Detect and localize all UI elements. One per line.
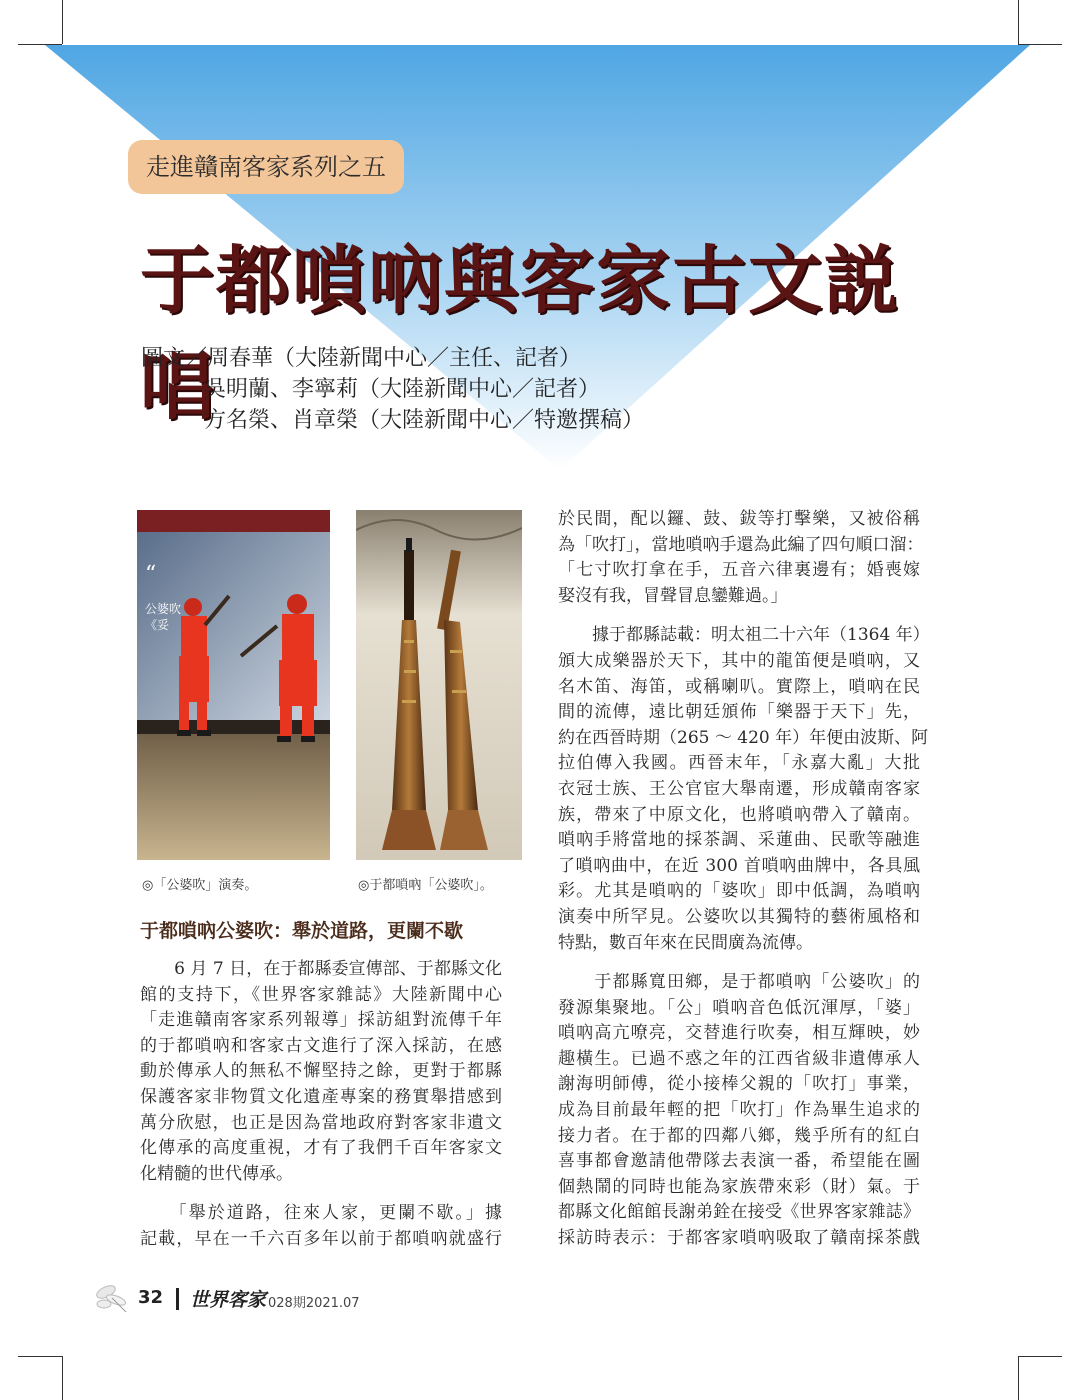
photo-suona-instruments (356, 510, 522, 860)
text-line: 動於傳承人的無私不懈堅持之餘，更對于都縣 (140, 1061, 502, 1082)
text-line: 娶沒有我，冒聲冒息鑾難過。」 (558, 585, 788, 606)
page-number: 32 (138, 1287, 164, 1308)
article-paragraph (140, 1201, 502, 1252)
screen-text: 《妥 (145, 618, 170, 632)
text-line: 萬分欣慰，也正是因為當地政府對客家非遺文 (140, 1112, 502, 1133)
text-line: 接力者。在于都的四鄰八鄉，幾乎所有的紅白 (558, 1125, 920, 1146)
issue-number: 028期2021.07 (268, 1296, 360, 1311)
text-line: 嗩吶高亢嘹亮，交替進行吹奏，相互輝映，妙 (558, 1023, 920, 1044)
text-line: 演奏中所罕見。公婆吹以其獨特的藝術風格和 (558, 906, 920, 927)
flower-logo-icon (92, 1280, 132, 1314)
article-column-left (140, 957, 502, 1253)
text-line: 「舉於道路，往來人家，更闌不歇。」據 (140, 1203, 502, 1224)
text-line: 發源集聚地。「公」嗩吶音色低沉渾厚，「婆」 (558, 997, 920, 1018)
photo-caption: ◎于都嗩吶「公婆吹」。 (358, 878, 493, 893)
text-line: 約在西晉時期（265 ～ 420 年）年便由波斯、阿 (558, 727, 929, 748)
text-line: 化傳承的高度重視，才有了我們千百年客家文 (140, 1138, 502, 1159)
article-paragraph (558, 507, 924, 609)
article-paragraph (140, 957, 502, 1187)
text-line: 6 月 7 日，在于都縣委宣傳部、于都縣文化 (140, 959, 502, 979)
text-line: 據于都縣誌載：明太祖二十六年（1364 年） (558, 625, 930, 646)
text-line: 保護客家非物質文化遺產專案的務實舉措感到 (140, 1086, 502, 1107)
text-line: 彩。尤其是嗩吶的「婆吹」即中低調，為嗩吶 (558, 881, 920, 902)
text-line: 「走進贛南客家系列報導」採訪組對流傳千年 (140, 1010, 502, 1031)
text-line: 名木笛、海笛，或稱喇叭。實際上，嗩吶在民 (558, 676, 920, 697)
photo-caption: ◎「公婆吹」演奏。 (142, 878, 258, 893)
text-line: 為「吹打」，當地嗩吶手還為此編了四句順口溜： (558, 534, 924, 555)
text-line: 的于都嗩吶和客家古文進行了深入採訪，在感 (140, 1035, 502, 1056)
text-line: 于都縣寬田鄉，是于都嗩吶「公婆吹」的 (558, 972, 920, 993)
text-line: 特點，數百年來在民間廣為流傳。 (558, 932, 813, 953)
series-tag: 走進贛南客家系列之五 (128, 140, 404, 194)
text-line: 於民間，配以鑼、鼓、鈸等打擊樂，又被俗稱 (558, 509, 920, 529)
section-subheading: 于都嗩吶公婆吹：舉於道路，更闌不歇 (140, 920, 464, 942)
text-line: 「七寸吹打拿在手，五音六律裏邊有；婚喪嫁 (558, 560, 920, 581)
article-column-right (558, 507, 930, 1252)
article-paragraph (558, 623, 930, 956)
byline-author-3: 方名榮、肖章榮（大陸新聞中心／特邀撰稿） (204, 408, 645, 433)
text-line: 嗩吶手將當地的採茶調、采蓮曲、民歌等融進 (558, 830, 920, 851)
text-line: 拉伯傳入我國。西晉末年，「永嘉大亂」大批 (558, 753, 920, 774)
text-line: 衣冠士族、王公官宦大舉南遷，形成贛南客家 (558, 778, 920, 799)
crop-mark (1018, 1356, 1019, 1400)
text-line: 成為目前最年輕的把「吹打」作為畢生追求的 (558, 1100, 920, 1121)
text-line: 採訪時表示：于都客家嗩吶吸取了贛南採茶戲 (558, 1228, 920, 1249)
article-paragraph (558, 970, 920, 1252)
byline-author-1: 圖文／周春華（大陸新聞中心／主任、記者） (141, 346, 582, 371)
screen-text: 公婆吹 (145, 602, 182, 616)
photo-gongpochui-performance (137, 510, 330, 860)
text-line: 都縣文化館館長謝弟銓在接受《世界客家雜誌》 (558, 1202, 920, 1223)
text-line: 族，帶來了中原文化，也將嗩吶帶入了贛南。 (558, 804, 920, 825)
text-line: 記載，早在一千六百多年以前于都嗩吶就盛行 (140, 1228, 502, 1249)
crop-mark (62, 1356, 63, 1400)
magazine-name: 世界客家 (190, 1289, 267, 1311)
text-line: 了嗩吶曲中，在近 300 首嗩吶曲牌中，各具風 (558, 855, 920, 876)
text-line: 頒大成樂器於天下，其中的龍笛便是嗩吶，又 (558, 650, 920, 671)
text-line: 趣橫生。已過不惑之年的江西省級非遺傳承人 (558, 1048, 920, 1069)
text-line: 個熱鬧的同時也能為家族帶來彩（財）氣。于 (558, 1176, 920, 1197)
crop-mark (18, 1356, 62, 1357)
page-title: 于都嗩吶與客家古文説唱 (140, 238, 900, 430)
text-line: 謝海明師傅，從小接棒父親的「吹打」事業， (558, 1074, 920, 1095)
byline-author-2: 吳明蘭、李寧莉（大陸新聞中心／記者） (204, 377, 601, 402)
text-line: 化精髓的世代傳承。 (140, 1163, 293, 1184)
text-line: 館的支持下，《世界客家雜誌》大陸新聞中心 (140, 984, 502, 1005)
text-line: 間的流傳，遠比朝廷頒佈「樂器于天下」先， (558, 702, 920, 723)
text-line: 喜事都會邀請他帶隊去表演一番，希望能在圖 (558, 1151, 920, 1172)
footer-divider (176, 1288, 179, 1310)
screen-quote-mark: “ (145, 562, 157, 587)
crop-mark (1018, 1356, 1062, 1357)
